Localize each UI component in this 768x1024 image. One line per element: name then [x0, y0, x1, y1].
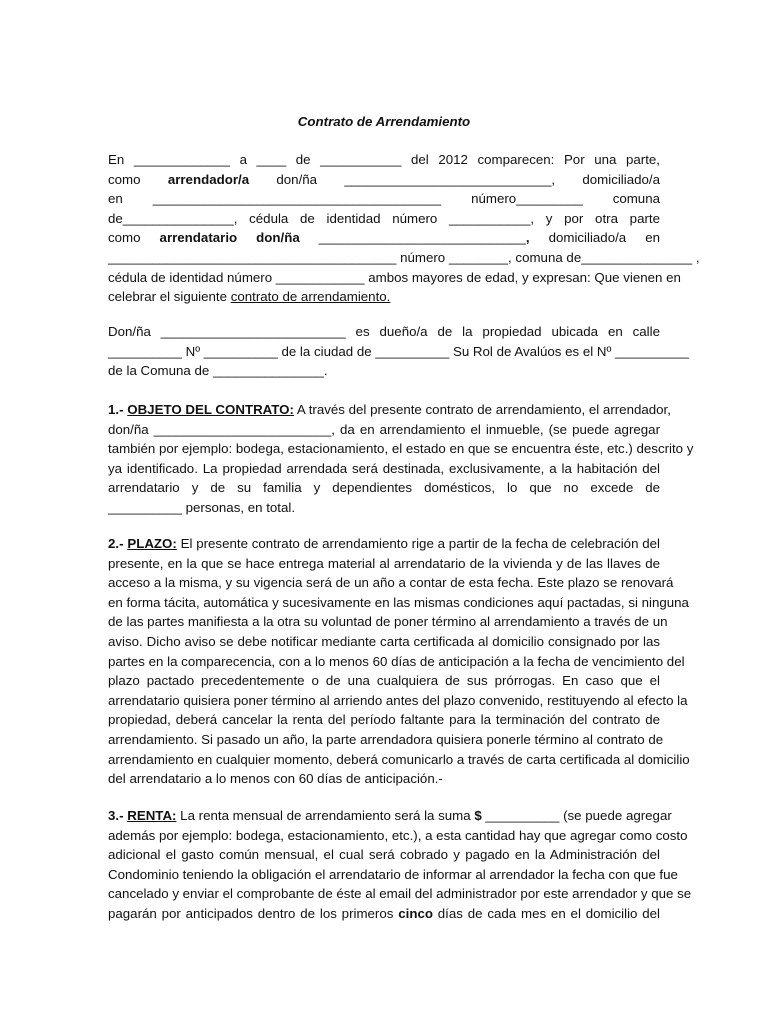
contract-link-text: contrato de arrendamiento. — [230, 289, 391, 305]
section-line: cancelado y enviar el comprobante de éste al email del administrador por este arrendador y que se — [108, 886, 692, 902]
intro-line: como arrendador/a don/ña ____________________________, domiciliado/a — [108, 171, 660, 187]
intro-line: celebrar el siguiente contrato de arrendamiento. — [108, 289, 391, 305]
section-line: también por ejemplo: bodega, estacionamiento, el estado en que se encuentra éste, etc.) descrito y — [108, 441, 694, 457]
section-plazo — [108, 534, 690, 789]
section-heading: OBJETO DEL CONTRATO: — [127, 402, 294, 417]
intro-line: en _______________________________________ número_________ comuna — [108, 191, 660, 207]
intro-paragraph — [108, 150, 700, 307]
section-line: pagarán por anticipados dentro de los primeros cinco días de cada mes en el domicilio del — [108, 905, 661, 921]
document-title: Contrato de Arrendamiento — [297, 114, 471, 129]
section-line: aviso. Dicho aviso se debe notificar mediante carta certificada al domicilio consignado por las — [108, 633, 660, 649]
section-line: arrendatario quisiera poner término al arriendo antes del plazo convenido, restituyendo al efecto la — [108, 692, 688, 708]
intro-line: _______________________________________ número ________, comuna de_______________ , — [108, 249, 700, 265]
section-number: 1.- — [108, 402, 124, 417]
section-number: 2.- — [108, 536, 124, 551]
section-line: de las partes manifiesta a la otra su voluntad de poner término al arrendamiento a través de un — [108, 614, 668, 630]
intro-line: En _____________ a ____ de ___________ del 2012 comparecen: Por una parte, — [108, 152, 660, 167]
section-line: acceso a la misma, y su vigencia será de un año a contar de esta fecha. Este plazo se renovará — [108, 575, 674, 591]
section-line: 1.- OBJETO DEL CONTRATO: A través del presente contrato de arrendamiento, el arrendador, — [108, 402, 671, 417]
section-line: arrendatario y de su familia y dependientes domésticos, lo que no excede de — [108, 480, 660, 496]
section-line: arrendamiento. Si pasado un año, la parte arrendadora quisiera ponerle término al contrato de — [108, 731, 664, 747]
section-line: del arrendatario a lo menos con 60 días de anticipación.- — [108, 771, 443, 787]
section-line: __________ personas, en total. — [108, 499, 296, 515]
property-line: Don/ña _________________________ es dueño/a de la propiedad ubicada en calle — [108, 324, 660, 339]
section-line: ya identificado. La propiedad arrendada será destinada, exclusivamente, a la habitación del — [108, 460, 660, 476]
section-line: 3.- RENTA: La renta mensual de arrendamiento será la suma $ __________ (se puede agregar — [108, 808, 672, 823]
section-renta — [108, 806, 692, 924]
section-objeto — [108, 400, 694, 518]
section-line: partes en la comparecencia, con a lo menos 60 días de anticipación a la fecha de vencimiento del — [108, 653, 685, 669]
section-line: don/ña ________________________, da en arrendamiento el inmueble, (se puede agregar — [108, 421, 660, 437]
section-line: adicional el gasto común mensual, el cual será cobrado y pagado en la Administración del — [108, 847, 660, 863]
intro-line: de_______________, cédula de identidad número ___________, y por otra parte — [108, 210, 660, 226]
section-line: presente, en la que se hace entrega material al arrendatario de la vivienda y de las llaves de — [108, 555, 660, 571]
property-line: de la Comuna de _______________. — [108, 363, 328, 379]
section-heading: RENTA: — [127, 808, 177, 823]
section-line: en forma tácita, automática y sucesivamente en las mismas condiciones aquí pactadas, si ninguna — [108, 594, 689, 610]
intro-line: cédula de identidad número ____________ ambos mayores de edad, y expresan: Que vienen en — [108, 269, 681, 285]
section-line: además por ejemplo: bodega, estacionamiento, etc.), a esta cantidad hay que agregar como costo — [108, 827, 688, 843]
property-paragraph — [108, 322, 689, 381]
intro-line: como arrendatario don/ña ____________________________, domiciliado/a en — [108, 230, 660, 246]
section-line: Condominio teniendo la obligación el arrendatario de informar al arrendador la fecha con que fue — [108, 866, 678, 882]
section-heading: PLAZO: — [127, 536, 177, 551]
section-number: 3.- — [108, 808, 124, 823]
section-line: plazo pactado precedentemente o de una cualquiera de sus prórrogas. En caso que el — [108, 673, 660, 689]
section-line: propiedad, deberá cancelar la renta del período faltante para la terminación del contrato de — [108, 712, 660, 728]
property-line: __________ Nº __________ de la ciudad de __________ Su Rol de Avalúos es el Nº __________ — [108, 343, 689, 359]
section-line: arrendamiento en cualquier momento, deberá comunicarlo a través de carta certificada al domicilio — [108, 751, 690, 767]
section-line: 2.- PLAZO: El presente contrato de arrendamiento rige a partir de la fecha de celebración del — [108, 536, 661, 551]
